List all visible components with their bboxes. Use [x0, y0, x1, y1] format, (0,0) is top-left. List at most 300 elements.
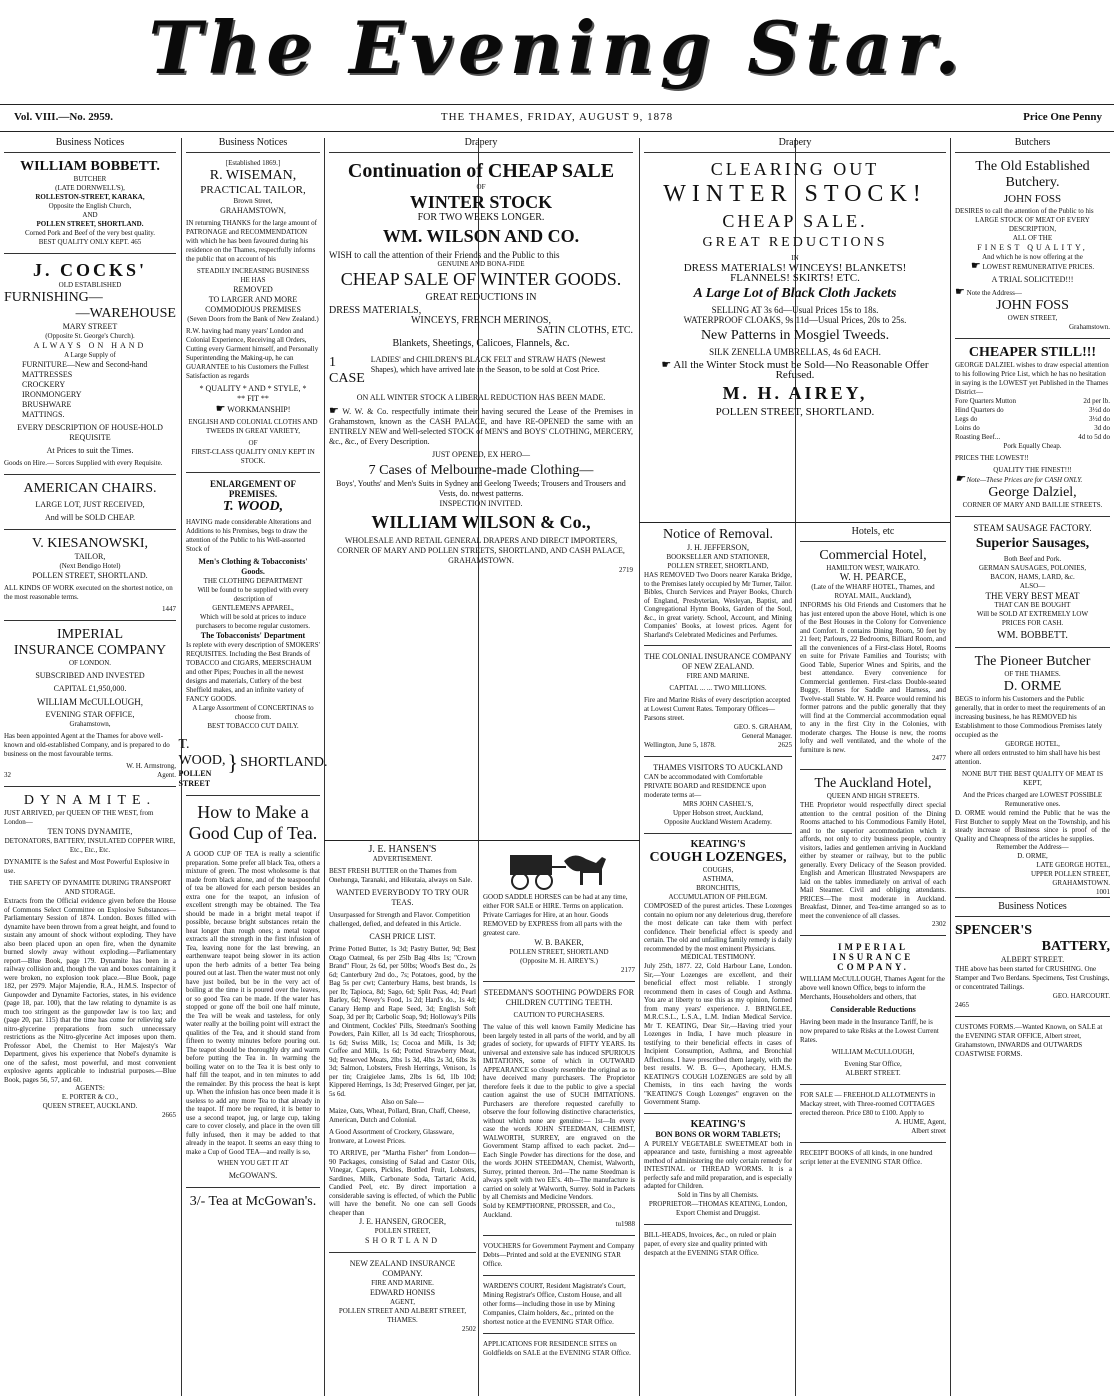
billheads-notice: BILL-HEADS, Invoices, &c., on ruled or plain paper, of every size and quality printed with despatch at the EVENING STAR Office.: [644, 1230, 777, 1257]
nz-insurance-fire: FIRE AND MARINE.: [371, 1279, 434, 1287]
hansen-ad: [329, 845, 476, 1395]
divider: [644, 756, 792, 757]
pointing-hand-icon: ☛: [955, 473, 965, 485]
wilson-of: OF: [476, 183, 486, 191]
bobbett-and: AND: [82, 211, 98, 219]
steedman-caution: CAUTION TO PURCHASERS.: [513, 1011, 605, 1019]
wilson-case-one: 1 CASE: [329, 355, 365, 386]
ad-number: 2719: [619, 566, 633, 574]
masthead: [0, 2, 1114, 97]
table-row: [955, 433, 1110, 442]
cocks-supply: A Large Supply of: [64, 351, 116, 359]
dynamite-heading: DYNAMITE.: [23, 793, 157, 808]
divider: [644, 645, 792, 646]
price-value: 4d to 5d do: [1078, 433, 1110, 441]
dateline-rule: [0, 131, 1114, 132]
sausage-superior: Superior Sausages,: [975, 536, 1090, 551]
worm-proprietor: PROPRIETOR—THOMAS KEATING, London,: [648, 1199, 788, 1208]
hansen-heading: J. E. HANSEN'S: [368, 844, 437, 855]
wiseman-cloths: ENGLISH AND COLONIAL CLOTHS AND TWEEDS IN GREAT VARIETY,: [188, 418, 318, 435]
wood-concertinas: A Large Assortment of CONCERTINAS to choose from.: [192, 704, 314, 721]
wilson-cheap: CHEAP SALE OF WINTER GOODS.: [340, 269, 622, 289]
worm-export: Export Chemist and Druggist.: [676, 1208, 760, 1217]
worm-heading: KEATING'S: [690, 1118, 746, 1130]
foss-all: ALL OF THE: [1012, 234, 1053, 242]
kiesanowski-next: (Next Bendigo Hotel): [59, 562, 121, 570]
hansen-body: Prime Potted Butter, 1s 3d; Pastry Butter, 9d; Best Otago Oatmeal, 6s per 25lb Bag 4lbs 1s; "Crown Brand" Flour, 2s 6d, per 50lbs; Wood's Best do., 2s 6d; Canterbury 2nd do., 7s; Potatoes, good, by the Bag 5s per cwt; Canterbury Hams, best brands, 1s per lb; Tapioca, 8d; Sago, 6d; Split Peas, 4d; Pearl Barley, 6d; Nevey's Food, 1s 2d; Hard's do., 1s 4d; Canary Hemp and Rape Seed, 3d; English Soft Soap, 3d per lb; Carbolic Soap, 9d; Holloway's Pills and Ointment, Cockles' Pills, Steedman's Soothing Powders, Pain Killer, all 1s 3d each; Triosphorous, 1s 6d; Swiss Milk, 1s; Cocoa and Milk, 1s 3d; Coffee and Milk, 1s 6d; Potted Strawberry Meat, 9d; Preserved Meats, 2lbs 1s 3d, 4lbs 2s 3d, 6lbs 3s 3d; Salmon, Lobsters, Fresh Herrings, Venison, 1s per tin; Craigielee Jams, 2lbs 1s 6d, 1lb 10d; Kippered Herrings, 1s 3d; Preserved Ginger, per jar, 5s 6d.: [329, 945, 476, 1098]
wilson-seven-cases: 7 Cases of Melbourne-made Clothing—: [368, 463, 594, 478]
dalziel-corner: CORNER OF MARY AND BAILLIE STREETS.: [962, 501, 1103, 509]
wilson-case: [329, 355, 633, 387]
hansen-maize: Maize, Oats, Wheat, Pollard, Bran, Chaff, Cheese, American, Dutch and Colonial.: [329, 1107, 471, 1124]
commercial-hotel-heading: Commercial Hotel,: [819, 548, 927, 563]
cocks-old: OLD ESTABLISHED: [58, 281, 122, 289]
pearce-name: W. H. PEARCE,: [839, 572, 907, 583]
nz-insurance-agent: EDWARD HONISS: [369, 1288, 436, 1297]
worm-body: A PURELY VEGETABLE SWEETMEAT both in appearance and taste, furnishing a most agreeable method of administering the only certain remedy for INTESTINAL or THREAD WORMS. It is a perfectly safe and mild preparation, and is especially adapted for Children.: [644, 1139, 792, 1190]
airey-name: M. H. AIREY,: [722, 383, 868, 403]
foss-note: Note the Address—: [966, 289, 1022, 297]
divider: [644, 1113, 792, 1114]
foss-name: JOHN FOSS: [1003, 193, 1062, 205]
divider: [955, 647, 1110, 648]
hansen-also: Also on Sale—: [381, 1098, 424, 1106]
hansen-town: SHORTLAND: [365, 1236, 440, 1245]
wilson-corner: CORNER OF MARY AND POLLEN STREETS, SHORTLAND, AND CASH PALACE, GRAHAMSTOWN.: [337, 546, 625, 565]
sausage-extremely: Will be SOLD AT EXTREMELY LOW: [976, 610, 1089, 618]
list-item: FURNITURE—New and Second-hand: [22, 360, 148, 369]
jefferson-name: J. H. JEFFERSON,: [686, 543, 749, 552]
divider: [644, 1224, 792, 1225]
wiseman-of: OF: [248, 439, 258, 447]
ad-number: 2625: [778, 741, 792, 749]
column-2: [178, 137, 328, 1393]
column-6-lower: [800, 527, 946, 1395]
wilson-blankets: Blankets, Sheetings, Calicoes, Flannels, &c.: [392, 338, 570, 349]
hansen-arrive: TO ARRIVE, per "Martha Fisher" from London—90 Packages, consisting of Salad and Castor Oils, Vinegar, Capers, Pickles, Bottled Fruit, Lobsters, Sardines, Milk, Carbonate Soda, Tartaric Acid, Candied Peel, etc. By direct importation a considerable saving is effected, of which the Public will have the benefit. No one can sell Goods cheaper than: [329, 1149, 476, 1217]
orme-none: NONE BUT THE BEST QUALITY OF MEAT IS KEPT,: [962, 770, 1103, 787]
pointing-hand-icon: ☛: [970, 260, 981, 272]
wood-heading: ENLARGEMENT OF PREMISES.: [209, 479, 297, 499]
bobbett-trade: BUTCHER: [73, 175, 107, 183]
orme-where: where all orders entrusted to him shall have his best attention.: [955, 749, 1101, 766]
dynamite-body: Extracts from the Official evidence given before the House of Commons Select Committee on Explosive Substances—Parliamentary Session of 1874. London. Boxes filled with dynamite have been thrown from a great height, and found to sustain any amount of shock without exploding. They have also been placed upon an open fire, when the dynamite burned slowly away without exploding.—Parliamentary report—Blue Book, page 179. Dynamite has been in a railway collision and, though the van and boxes containing it were broken, no explosion took place.—Blue Book, page 182, per 2979. Major Majendie, R.A., H.M.S. Inspector of Gunpowder and Dynamite Factories, states, in his evidence (page 18, par. 100), that the law relating to dynamite is as much too stringent as the gunpowder law is too lax; and (page 20, par. 115) that the time has come for relieving safe nitro-glycerine preparations from such unnecessary restrictions as the Nitro-glycerine Act imposes upon them. Professor Abel, the Chemist to Her Majesty's War Department, gives his experience that Nobel's dynamite is one of the safest, most powerful, and most convenient explosive agents applicable to industrial purposes.—Blue Book, pages 56, 57, and 60.: [4, 897, 176, 1084]
tea-mcgowan: McGOWAN'S.: [228, 1171, 278, 1180]
wiseman-established: [Established 1869.]: [225, 159, 281, 167]
baker-ad: [483, 845, 635, 1395]
foss-lowest: LOWEST REMUNERATIVE PRICES.: [982, 263, 1095, 271]
foss-signature: JOHN FOSS: [996, 298, 1069, 313]
divider: [800, 935, 946, 936]
orme-george-hotel: GEORGE HOTEL,: [1005, 740, 1060, 748]
cocks-furnishing: FURNISHING—: [4, 290, 103, 305]
wilson-winter: WINTER STOCK: [409, 192, 553, 212]
list-item: MATTINGS.: [22, 410, 65, 419]
vouchers-notice: VOUCHERS for Government Payment and Company Debts—Printed and sold at the EVENING STAR Office.: [483, 1241, 635, 1268]
mccullough-town: Grahamstown,: [69, 720, 111, 728]
jefferson-trade: BOOKSELLER AND STATIONER,: [666, 553, 770, 561]
dynamite-tons: TEN TONS DYNAMITE,: [47, 827, 133, 836]
jefferson-body: HAS REMOVED Two Doors nearer Karaka Bridge, to the Premises lately occupied by Mr Turner, Tailor. Bibles, Church Services and Prayer Books, Church of England, Presbyterian, Wesleyan, Baptist, and Congregational Hymn Books, Garden of the Soul, &c., in great variety. School, Account, and Mining Companies' Books, at lowest prices. Agent for Sharland's Celebrated Medicines and Perfumes.: [644, 571, 792, 639]
chairs-sold: And will be SOLD CHEAP.: [44, 513, 135, 522]
divider: [639, 522, 950, 523]
divider: [186, 472, 320, 473]
divider: [800, 1084, 946, 1085]
pointing-hand-icon: ☛: [329, 405, 339, 417]
airey-great: GREAT REDUCTIONS: [702, 235, 888, 250]
orme-remember: Remember the Address—: [996, 843, 1069, 851]
airey-street: POLLEN STREET, SHORTLAND.: [715, 406, 875, 418]
mccullough-body: Has been appointed Agent at the Thames for above well-known and old-established Company, and is prepared to do business on the most favourable terms.: [4, 732, 170, 758]
baker-body: GOOD SADDLE HORSES can be had at any time, either FOR SALE or HIRE. Terms on application. Private Carriages for Hire, at an hour. Goods REMOVED by EXPRESS from all parts with the greatest care.: [483, 893, 628, 937]
chairs-lot: LARGE LOT, JUST RECEIVED,: [35, 500, 145, 509]
price-item: Roasting Beef...: [955, 433, 1001, 441]
wood-tobacco-cut: BEST TOBACCO CUT DAILY.: [207, 722, 299, 730]
baker-signature: W. B. BAKER,: [534, 938, 584, 947]
column-1: [4, 138, 176, 1393]
dalziel-lowest: PRICES THE LOWEST!!: [955, 454, 1029, 462]
cocks-item-list: [4, 360, 176, 420]
divider: [644, 833, 792, 834]
wiseman-body: IN returning THANKS for the large amount of PATRONAGE and RECOMMENDATION with which he has been favoured during his residence on the Thames, respectfully informs the public that on account of his: [186, 219, 317, 263]
table-row: [955, 415, 1110, 424]
bobbett-late: (LATE DORNWELL'S),: [55, 184, 125, 192]
keating-cough: COUGH LOZENGES,: [649, 850, 787, 865]
wood-mens: Men's Clothing & Tobacconists' Goods.: [198, 557, 308, 576]
keating-coughs: COUGHS,: [702, 866, 734, 874]
steedman-heading: STEEDMAN'S SOOTHING POWDERS FOR CHILDREN CUTTING TEETH.: [483, 988, 635, 1007]
cashel-opposite: Opposite Auckland Western Academy.: [664, 818, 772, 826]
nz-insurance-heading: NEW ZEALAND INSURANCE COMPANY.: [349, 1259, 456, 1278]
section-heading: Hotels, etc: [800, 527, 946, 542]
worm-sold: Sold in Tins by all Chemists.: [677, 1190, 759, 1199]
wilson-company: WILLIAM WILSON & Co.,: [371, 512, 591, 532]
divider: [800, 1142, 946, 1143]
wilson-wish: WISH to call the attention of their Friends and the Public to this: [329, 250, 560, 260]
wilson-case-body: LADIES' and CHILDREN'S BLACK FELT and STRAW HATS (Newest Shapes), which have arrived late in the Season, to be sold at Cost Price.: [370, 355, 606, 374]
bobbett-address: POLLEN STREET, SHORTLAND.: [36, 220, 144, 228]
price-item: Fore Quarters Mutton: [955, 397, 1017, 405]
cocks-warehouse: —WAREHOUSE: [75, 306, 176, 321]
wilson-dress: DRESS MATERIALS,: [329, 305, 422, 316]
section-heading: Drapery: [329, 138, 633, 153]
wilson-genuine: GENUINE AND BONA-FIDE: [437, 260, 525, 268]
imperial-insurance-body: WILLIAM McCULLOUGH, Thames Agent for the above well known Office, begs to inform the Merchants, Householders and others, that: [800, 975, 945, 1001]
hansen-wanted: WANTED EVERYBODY TO TRY OUR TEAS.: [336, 888, 469, 907]
colonial-capital: CAPITAL ... ... TWO MILLIONS.: [669, 684, 767, 692]
tea-price: 3/- Tea at McGowan's.: [189, 1194, 317, 1209]
price-item: Hind Quarters do: [955, 406, 1004, 414]
imperial-insurance-heading: IMPERIAL INSURANCE COMPANY.: [832, 942, 914, 972]
hansen-signature: J. E. HANSEN, GROCER,: [359, 1217, 446, 1226]
wilson-great: GREAT REDUCTIONS IN: [425, 292, 537, 303]
wiseman-steady: STEADILY INCREASING BUSINESS: [196, 267, 310, 275]
steedman-body: The value of this well known Family Medicine has been largely tested in all parts of the world, and by all grades of society, for upwards of FIFTY YEARS. Its universal and extensive sale has induced SPURIOUS IMITATIONS, some of which in OUTWARD APPEARANCE so closely resemble the original as to have deceived many purchasers. The Proprietor therefore feels it due to the public to give a special caution against the use of SUCH IMITATIONS. Purchasers are therefore requested carefully to observe the four following distinctive characteristics, without which none are genuine:— 1st—In every case the words JOHN STEEDMAN, CHEMIST, WALWORTH, SURREY, are engraved on the Government Stamp affixed to each packet. 2nd—Each Single Powder has directions for the dose, and the words JOHN STEEDMAN, Chemist, Walworth, Surrey, printed thereon. 3rd—The name Steedman is always spelt with two EE's. 4th—The manufacture is carried on solely at Walworth, Surrey. Sold in Packets by all Chemists and Medicine Vendors.: [483, 1023, 635, 1201]
baker-street: POLLEN STREET, SHORTLAND: [509, 948, 609, 956]
imperial-of: OF LONDON.: [69, 659, 111, 667]
dalziel-pork: Pork Equally Cheap.: [1003, 442, 1062, 450]
tea-when: WHEN YOU GET IT AT: [217, 1159, 289, 1167]
kiesanowski-address: POLLEN STREET, SHORTLAND.: [32, 571, 148, 580]
ad-number: 2177: [621, 966, 635, 974]
column-rule: [950, 138, 951, 1396]
airey-in: IN: [791, 254, 799, 262]
list-item: MATTRESSES: [22, 370, 73, 379]
dalziel-price-list: [955, 397, 1110, 442]
section-heading: Butchers: [955, 138, 1110, 153]
wiseman-body: R.W. having had many years' London and Colonial Experience, Receiving all Orders, Cutting every Garment himself, and Personally Superintending the Making-up, he can GUARANTEE to his Customers the Fullest Satisfaction as regards: [186, 327, 319, 380]
airey-waterproof: WATERPROOF CLOAKS, 9s 11d—Usual Prices, 20s to 25s.: [683, 315, 907, 325]
list-item: BRUSHWARE: [22, 400, 72, 409]
list-item: CROCKERY: [22, 380, 66, 389]
dynamite-agents: AGENTS:: [75, 1084, 105, 1092]
wood-sig-street: POLLEN STREET: [178, 769, 212, 788]
airey-silk: SILK ZENELLA UMBRELLAS, 4s 6d EACH.: [709, 347, 881, 357]
dalziel-finest: QUALITY THE FINEST!!!: [993, 466, 1072, 474]
chairs-heading: AMERICAN CHAIRS.: [23, 481, 157, 496]
bobbett-corned: Corned Pork and Beef of the very best quality.: [25, 229, 155, 237]
tea-body: A GOOD CUP OF TEA is really a scientific preparation. Some prefer all black Tea, others a mixture of green. The most wholesome is that made from black alone, and of the teaspoonful of tea be allowed for each person besides an extra one for the teapot, an infusion of excellent strength may be obtained. The Tea should be made in a bright metal teapot if possible, because bright substances retain the heat longer than rough ones; a metal teapot extracts all the strength in the first infusion of Tea, leaving none for the last brewing, an earthenware teapot being slower in its action upon the herb admits of a better Tea being poured out at last. Then the water must not only have just boiled, but be in the very act of boiling at the time it is poured over the leaves, or so good Tea can be made. If the water has stopped or gone off the boil one half minute, the Tea will be weak and tasteless, for only water really at the boiling point will extract the qualities of the Tea, and it should stand from fifteen to twenty minutes before pouring out. The teapot should be thoroughly dry and warm before putting the Tea in. In warming the boiling water on to the Tea it is best only to half fill the teapot, and in ten minutes to add the remainder. By this process the heat is kept up. When the infusion has once been made it is useless to add any more Tea to that already in the teapot. If more be required, it is better to use a second teapot, jug, or large cup, taking care to cover closely, and place in the oven till fully infused, then it may be added to that already in the teapot. It seems an easy thing to make a Cup of Good TEA—and really is so,: [186, 850, 321, 1156]
pointing-hand-icon: ☛: [661, 359, 672, 371]
hansen-cash: CASH PRICE LIST.: [369, 932, 436, 941]
foss-offer: And which he is now offering at the: [982, 253, 1083, 261]
price-value: 3d do: [1094, 424, 1110, 432]
mccullough-office: EVENING STAR OFFICE,: [45, 710, 135, 719]
wood-supplied: Will be found to be supplied with every description of: [197, 586, 309, 603]
mccullough-signature: W. H. Armstrong,: [126, 762, 176, 770]
auckland-hotel-heading: The Auckland Hotel,: [814, 776, 932, 791]
divider: [955, 1016, 1110, 1017]
imperial-heading: IMPERIAL: [56, 627, 124, 642]
worm-subheading: BON BONS OR WORM TABLETS;: [655, 1129, 781, 1139]
airey-black: A Large Lot of Black Cloth Jackets: [693, 286, 897, 301]
foss-heading: The Old Established Butchery.: [975, 159, 1090, 190]
foss-finest: FINEST QUALITY,: [977, 243, 1088, 252]
ad-number: 32: [4, 771, 11, 779]
spencer-signature: GEO. HARCOURT.: [1052, 992, 1110, 1000]
dynamite-detonators: DETONATORS, BATTERY, INSULATED COPPER WIRE, Etc., Etc., Etc.: [4, 837, 176, 854]
divider: [800, 769, 946, 770]
imperial-street: ALBERT STREET.: [845, 1069, 901, 1077]
wood-sold: Which will be sold at prices to induce purchasers to become regular customers.: [195, 613, 311, 630]
removal-heading: Notice of Removal.: [662, 527, 774, 542]
cocks-prices: At Prices to suit the Times.: [46, 446, 134, 455]
imperial-capital: CAPITAL £1,950,000.: [53, 684, 127, 693]
pearce-body: INFORMS his Old Friends and Customers that he has just entered upon the above Hotel, which is one of the Best Houses in the Colony for Convenience and Comfort. It contains Dining Room, 50 feet by 21 feet; Parlours, 22 Bedrooms, Billiard Room, and all the conveniences of a First-class Hotel, Rooms en suite for Private Families and Tourists; with Good Table, Superior Wines and Spirits, and the best attendance. Every convenience for Commercial gentlemen. First-class Double-seated Buggy, Horses for Saddle and Harness, and Twelve-stall Stable. W. H. Pearce would remind his former patrons and the public generally that they will find at the Commercial accommodation equal to any in the first City in the Colonies, with moderate charges. The House is new, the rooms lofty and well ventilated, and the whole of the furniture is new.: [800, 601, 946, 754]
foss-large: LARGE STOCK OF MEAT OF EVERY DESCRIPTION,: [975, 216, 1090, 233]
auckland-hotel-street: QUEEN AND HIGH STREETS.: [826, 792, 920, 800]
wood-tobacco-heading: The Tobacconists' Department: [200, 631, 306, 640]
wood-name: T. WOOD,: [222, 499, 284, 514]
orme-body: BEGS to inform his Customers and the Public generally, that in order to meet the requirements of an increasing business, he has REMOVED his Establishment to those Commodious Premises lately occupied as the: [955, 695, 1106, 739]
wilson-two-weeks: FOR TWO WEEKS LONGER.: [417, 212, 545, 223]
wiseman-first: FIRST-CLASS QUALITY ONLY KEPT IN STOCK.: [191, 448, 315, 465]
wiseman-removed: REMOVED: [233, 285, 273, 294]
wilson-satin: SATIN CLOTHS, ETC.: [536, 325, 633, 336]
keating-accumulation: ACCUMULATION OF PHLEGM.: [668, 893, 768, 901]
airey-mosgiel: New Patterns in Mosgiel Tweeds.: [700, 328, 890, 343]
divider: [483, 981, 635, 982]
divider: [4, 474, 176, 475]
sausage-german: GERMAN SAUSAGES, POLONIES,: [978, 564, 1087, 572]
keating-testimony: July 25th, 1877. 22, Cold Harbour Lane, London. Sir,—Your Lozenges are excellent, and their beneficial effect most reliable. I strongly recommend them in cases of Cough and Asthma. You are at liberty to use this as my opinion, formed from many years' experience. J. BRINGLEE, M.R.C.S.L., L.S.A., L.M. Indian Medical Service. Mr T. KEATING, Dear Sir,—Having tried your Lozenges in India, I have much pleasure in testifying to their beneficial effects in cases of Incipient Consumption, Asthma, and Bronchial Affections. I have prescribed them largely, with the best results. W. B. G—, Apothecary, H.M.S. KEATING'S COUGH LOZENGES are sold by all Chemists, in tins each having the words "KEATING'S Cough Lozenges" engraven on the Government Stamp.: [644, 962, 792, 1106]
top-rule: [0, 104, 1114, 105]
wiseman-workmanship: WORKMANSHIP!: [227, 405, 291, 414]
airey-all: All the Winter Stock must be Sold—No Reasonable Offer Refused.: [673, 359, 929, 381]
divider: [955, 338, 1110, 339]
airey-dress: DRESS MATERIALS! WINCEYS! BLANKETS!: [683, 262, 907, 274]
dynamite-arrived: JUST ARRIVED, per QUEEN OF THE WEST, from London—: [4, 809, 154, 826]
wood-signature: T. WOOD, POLLEN STREET } SHORTLAND.: [178, 737, 328, 788]
bobbett-address: ROLLESTON-STREET, KARAKA,: [35, 193, 145, 201]
colonial-fire: FIRE AND MARINE.: [686, 672, 750, 680]
pioneer-of-thames: OF THE THAMES.: [1004, 670, 1061, 678]
divider: [186, 1187, 320, 1188]
ad-number: 2665: [162, 1111, 176, 1119]
masthead-title: The Evening Star.: [148, 5, 966, 90]
foss-town: Grahamstown.: [1068, 323, 1110, 331]
table-row: [955, 424, 1110, 433]
wilson-continuation: Continuation of CHEAP SALE: [347, 160, 615, 182]
hansen-butter: BEST FRESH BUTTER on the Thames from Onehunga, Taranaki, and Hikutaia, always on Sale.: [329, 867, 473, 884]
keating-heading: KEATING'S: [690, 839, 746, 850]
wilson-boys: Boys', Youths' and Men's Suits in Sydney and Geelong Tweeds; Trousers and Trousers and Vests, do. newest patterns.: [336, 479, 626, 498]
orme-prices: And the Prices charged are LOWEST POSSIBLE Remunerative ones.: [962, 791, 1103, 808]
wood-tobacco-body: Is replete with every description of SMOKERS' REQUISITES. Including the Best Brands of TOBACCO and CIGARS, MEERSCHAUM and other Pipes; Pouches in all the newest designs and materials, Cutlery of the best Sheffield makes, and an infinite variety of FANCY GOODS.: [186, 641, 320, 703]
cashel-name: MRS JOHN CASHEL'S,: [682, 800, 754, 808]
bobbett-address: Opposite the English Church,: [48, 202, 132, 210]
imperial-signature: WILLIAM McCULLOUGH,: [831, 1048, 915, 1056]
ad-number: 2477: [932, 754, 946, 762]
spencer-battery: BATTERY,: [1041, 939, 1110, 954]
foss-trial: A TRIAL SOLICITED!!!: [991, 275, 1074, 284]
wilson-wholesale: WHOLESALE AND RETAIL GENERAL DRAPERS AND DIRECT IMPORTERS,: [344, 536, 618, 545]
wood-sig-place: SHORTLAND.: [240, 755, 328, 770]
orme-signature: D. ORME,: [1017, 852, 1048, 860]
issue-price: Price One Penny: [1023, 111, 1102, 123]
wiseman-trade: PRACTICAL TAILOR,: [200, 184, 306, 196]
visitors-heading: THAMES VISITORS TO AUCKLAND: [653, 763, 783, 772]
wilson-ad: [329, 138, 633, 838]
sausage-very-best: THE VERY BEST MEAT: [985, 591, 1080, 601]
freehold-sale-body: FOR SALE — FREEHOLD ALLOTMENTS in Mackay street, with Three-roomed COTTAGES erected thereon. Price £80 to £100. Apply to: [800, 1091, 936, 1117]
dateline: [0, 109, 1114, 127]
nz-insurance-agent-label: AGENT,: [390, 1298, 415, 1306]
wiseman-larger: TO LARGER AND MORE COMMODIOUS PREMISES: [205, 295, 301, 314]
ad-number: 2302: [932, 920, 946, 928]
freehold-sale-signature: A. HUME, Agent,: [894, 1118, 946, 1126]
dalziel-heading: CHEAPER STILL!!!: [968, 345, 1097, 360]
wilson-opened: JUST OPENED, EX HERO—: [431, 450, 531, 459]
colonial-signature: GEO. S. GRAHAM,: [733, 723, 792, 731]
cocks-always: ALWAYS ON HAND: [33, 341, 147, 350]
ad-number: 1447: [162, 605, 176, 613]
tea-heading: How to Make a Good Cup of Tea.: [188, 802, 318, 843]
orme-street: UPPER POLLEN STREET,: [1030, 870, 1110, 878]
orme-body: D. ORME would remind the Public that he was the First Butcher to supply Meat on the Township, and his steady increase of Business since is proof of the Quality and Cheapness of the articles he supplies.: [955, 809, 1110, 843]
spencer-street: ALBERT STREET.: [1000, 955, 1065, 964]
price-value: 2d per lb.: [1083, 397, 1110, 405]
wiseman-seven: (Seven Doors from the Bank of New Zealand.): [187, 315, 319, 323]
mccullough-name: WILLIAM McCULLOUGH,: [37, 697, 143, 707]
airey-selling: SELLING AT 3s 6d—Usual Prices 15s to 18s.: [711, 305, 879, 315]
kiesanowski-name: V. KIESANOWSKI,: [31, 536, 149, 551]
wilson-winceys: WINCEYS, FRENCH MERINOS,: [410, 315, 551, 326]
divider: [186, 795, 320, 796]
section-heading: Business Notices: [186, 138, 320, 153]
nz-insurance-address: POLLEN STREET AND ALBERT STREET, THAMES.: [338, 1307, 467, 1324]
airey-ad: [644, 138, 946, 518]
ad-number: 1001: [1096, 888, 1110, 896]
section-heading: Business Notices: [4, 138, 176, 153]
kiesanowski-trade: TAILOR,: [74, 552, 106, 561]
ad-number: 2502: [462, 1325, 476, 1333]
wiseman-street: Brown Street,: [233, 197, 273, 205]
airey-cheap: CHEAP SALE.: [722, 211, 868, 231]
wiseman-has: HE HAS: [240, 276, 266, 284]
sausage-bought: THAT CAN BE BOUGHT: [994, 601, 1071, 609]
volume-number: Vol. VIII.—No. 2959.: [14, 111, 114, 123]
price-value: 3½d do: [1089, 415, 1110, 423]
dalziel-signature: George Dalziel,: [988, 485, 1077, 500]
divider: [324, 840, 640, 841]
hansen-advertisement: ADVERTISEMENT.: [372, 855, 433, 863]
spencer-body: THE above has been started for CRUSHING. One Stamper and Two Berdans. Specimens, Test Crushings, or concentrated Tailings.: [955, 965, 1110, 991]
orme-late: LATE GEORGE HOTEL,: [1036, 861, 1110, 869]
keating-body: COMPOSED of the purest articles. These Lozenges contain no opium nor any deleterious drug, therefore the most delicate can take them with perfect confidence. Their beneficial effect is speedy and certain. The old and unfailing family remedy is daily recommended by the most eminent Physicians.: [644, 902, 792, 953]
pearce-late: (Late of the WHARF HOTEL, Thames, and ROYAL MAIL, Auckland),: [811, 583, 935, 600]
foss-street: OWEN STREET,: [1007, 314, 1058, 322]
sausage-bobbett: WM. BOBBETT.: [997, 630, 1068, 641]
column-5-lower: [644, 527, 792, 1395]
dynamite-porter: E. PORTER & CO.,: [61, 1093, 119, 1101]
auckland-hotel-body: THE Proprietor would respectfully direct special attention to the central position of the Dining Rooms attached to his Commodious Family Hotel, and to the superior accommodation which it affords, not only to city business people, country visitors, ladies and gentlemen arriving in Auckland either by steamer or railway, but to the public generally. Every Delicacy of the Season provided. English and American Illustrated Newspapers are laid on the tables immediately on arrival of each Mail Steamer. Civil and obliging attendants. PRICES—The most moderate in Auckland. Breakfast, Dinner, and Tea-time arranged so as to meet the convenience of all classes.: [800, 801, 946, 920]
sausage-also: ALSO—: [1019, 582, 1046, 590]
hansen-street: POLLEN STREET,: [374, 1227, 431, 1235]
warden-notice: WARDEN'S COURT, Resident Magistrate's Court, Mining Registrar's Office, Custom House, and all other forms—including those in use by Mining Companies, Claim holders, &c., printed on the shortest notice at the EVENING STAR Office.: [483, 1281, 626, 1326]
carriage-illustration: [504, 847, 614, 891]
divider: [483, 1333, 635, 1334]
cocks-every: EVERY DESCRIPTION OF HOUSE-HOLD REQUISITE: [17, 423, 163, 442]
applications-notice: APPLICATIONS FOR RESIDENCE SITES on Goldfields on SALE at the EVENING STAR Office.: [483, 1339, 631, 1357]
wood-sig-name: T. WOOD,: [178, 737, 226, 768]
colonial-manager: General Manager.: [741, 732, 792, 740]
steedman-sold: Sold by KEMPTHORNE, PROSSER, and Co., Auckland.: [483, 1201, 616, 1219]
divider: [483, 1235, 635, 1236]
wilson-ww-body: W. W. & Co. respectfully intimate their having secured the Lease of the Premises in Grahamstown, known as the CASH PALACE, and have RE-OPENED the same with an ENTIRELY NEW and Well-selected STOCK of MEN'S and BOYS' CLOTHING, MERCERY, &c., &c., of Every Description.: [329, 407, 633, 446]
section-heading: Drapery: [644, 138, 946, 153]
freehold-sale-street: Albert street: [911, 1127, 946, 1135]
airey-winter: WINTER STOCK!: [663, 181, 927, 207]
airey-clearing: CLEARING OUT: [710, 159, 880, 179]
dalziel-body: GEORGE DALZIEL wishes to draw especial attention to his following Price List, which he has no hesitation in saying is the LOWEST yet Published in the Thames District—: [955, 361, 1109, 396]
jefferson-street: POLLEN STREET, SHORTLAND,: [667, 562, 769, 570]
divider: [4, 786, 176, 787]
price-item: Loins do: [955, 424, 980, 432]
divider: [329, 1252, 476, 1253]
hansen-unsurpassed: Unsurpassed for Strength and Flavor. Competition challenged, defied, and defeated in this Article.: [329, 911, 471, 928]
pointing-hand-icon: ☛: [215, 403, 226, 415]
divider: [4, 253, 176, 254]
cocks-name: J. COCKS': [32, 260, 147, 280]
wood-gentlemen: GENTLEMEN'S APPAREL,: [212, 604, 294, 612]
hansen-crockery: A Good Assortment of Crockery, Glassware, Ironware, at Lowest Prices.: [329, 1128, 454, 1145]
airey-flannels: FLANNELS! SKIRTS! ETC.: [730, 272, 860, 284]
imperial-heading: INSURANCE COMPANY: [13, 643, 167, 658]
wilson-liberal: ON ALL WINTER STOCK A LIBERAL REDUCTION HAS BEEN MADE.: [356, 393, 606, 402]
section-heading: Business Notices: [955, 897, 1110, 917]
wiseman-name: R. WISEMAN,: [209, 168, 297, 183]
